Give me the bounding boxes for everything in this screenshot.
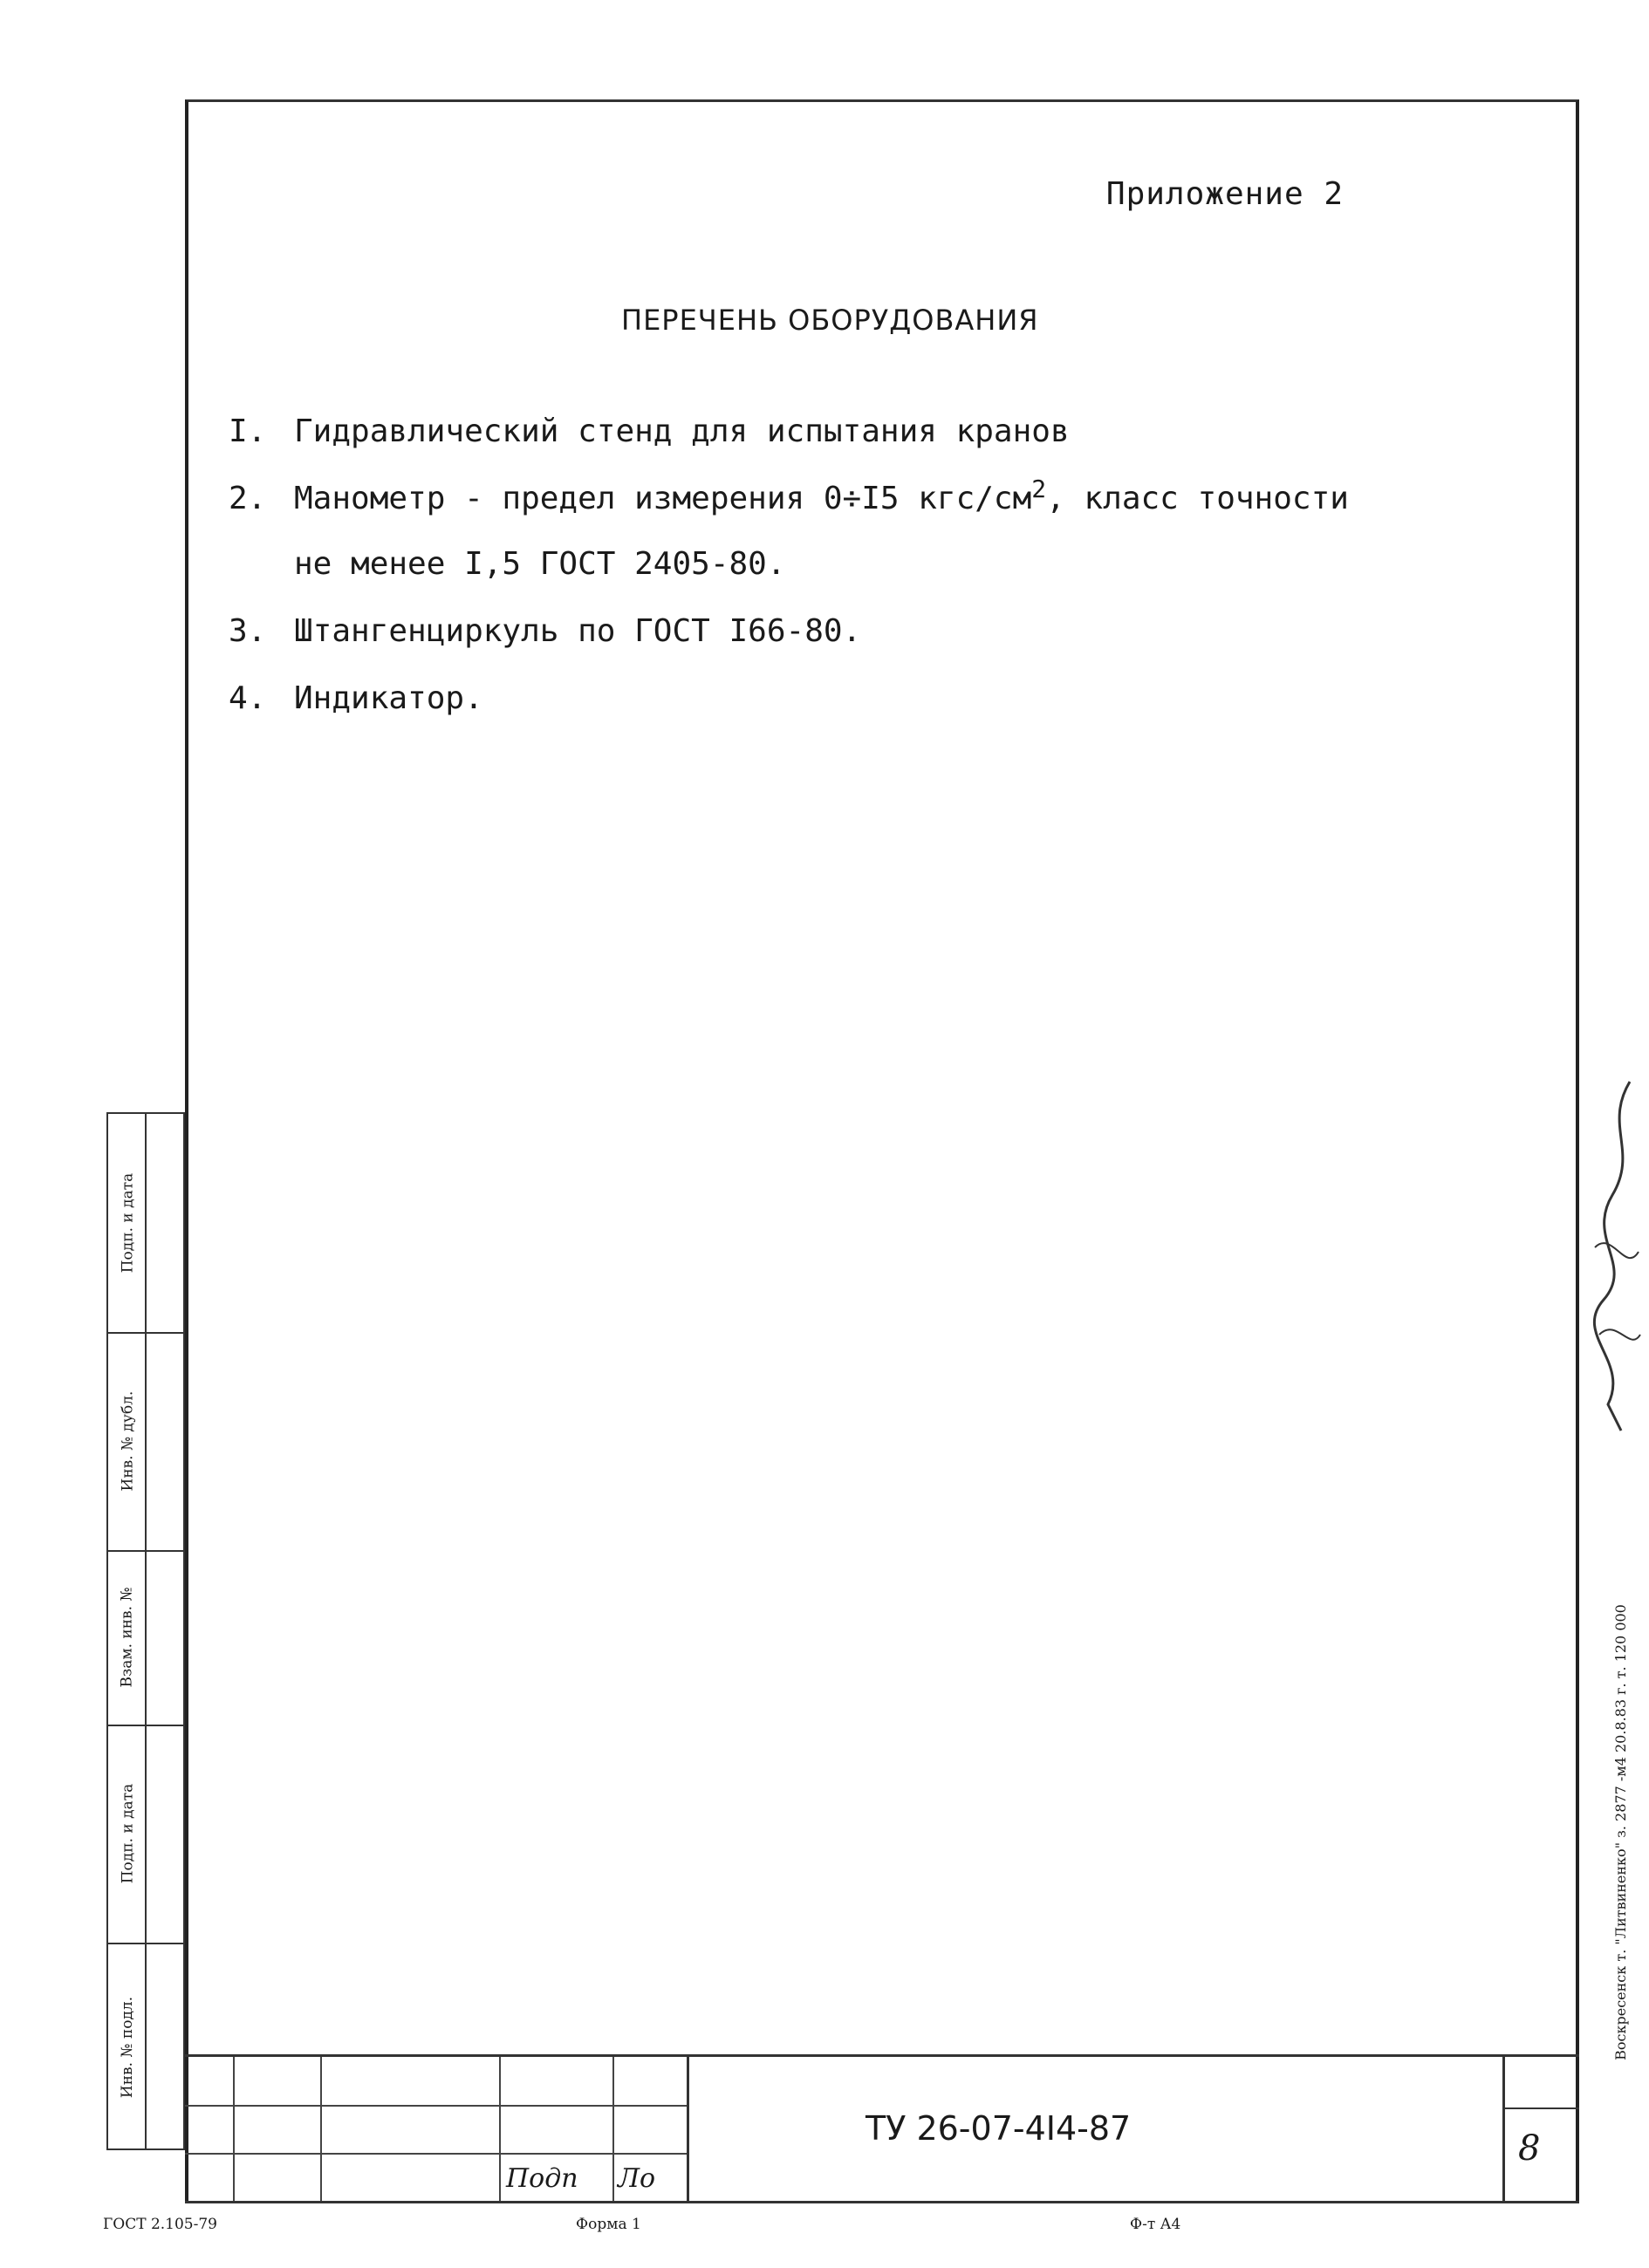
signature-label: Подп [506,2163,578,2194]
grid-line [320,2057,322,2201]
item-number: 2. [229,481,267,516]
date-label: Ло [618,2163,656,2194]
list-item [229,477,1502,586]
footer-standard: ГОСТ 2.105-79 [103,2216,217,2233]
sheet-number: 8 [1518,2128,1541,2169]
appendix-label: Приложение 2 [1105,176,1344,212]
item-text: Индикатор. [294,680,483,716]
item-text-block [294,477,1502,586]
handwritten-signature [1586,1073,1647,1439]
side-stamp-cell: Инв. № подл. [119,1996,137,2099]
list-item [229,677,1502,721]
grid-line [185,2105,687,2107]
document-number: ТУ 26-07-4I4-87 [866,2109,1132,2148]
title-block [185,2054,1579,2203]
item-text-after: , класс точности [1046,481,1349,516]
item-text: Манометр - предел измерения 0÷I5 кгс/см [294,481,1032,516]
list-item [229,410,1502,454]
printer-note: Воскресенск т. "Литвиненко" з. 2877 -м4 20.8.83 г. т. 120 000 [1611,1603,1629,2060]
title-block-divider [687,2057,689,2201]
item-superscript: 2 [1031,475,1047,503]
item-text: Гидравлический стенд для испытания кранов [294,413,1070,449]
footer-form: Форма 1 [576,2216,641,2233]
sheet-divider [1502,2107,1579,2109]
revision-grid [185,2057,687,2201]
side-stamp [106,1112,185,2150]
side-stamp-cell: Подп. и дата [119,1172,137,1274]
page-title: ПЕРЕЧЕНЬ ОБОРУДОВАНИЯ [621,304,1039,337]
grid-line [612,2057,614,2201]
list-item [229,610,1502,653]
side-stamp-cell: Подп. и дата [119,1783,137,1884]
item-number: 4. [229,680,267,716]
item-text-continuation: не менее I,5 ГОСТ 2405-80. [294,546,786,582]
sheet-divider [1502,2057,1505,2201]
grid-line [185,2153,687,2155]
side-stamp-cell: Инв. № дубл. [119,1390,136,1492]
item-number: I. [229,413,267,449]
side-stamp-divider [145,1114,147,2148]
footer-format: Ф-т А4 [1130,2216,1181,2233]
grid-line [233,2057,235,2201]
item-number: 3. [229,613,267,649]
equipment-list [229,410,1502,744]
side-stamp-cell: Взам. инв. № [119,1587,136,1688]
grid-line [499,2057,501,2201]
item-text: Штангенциркуль по ГОСТ I66-80. [294,613,862,649]
